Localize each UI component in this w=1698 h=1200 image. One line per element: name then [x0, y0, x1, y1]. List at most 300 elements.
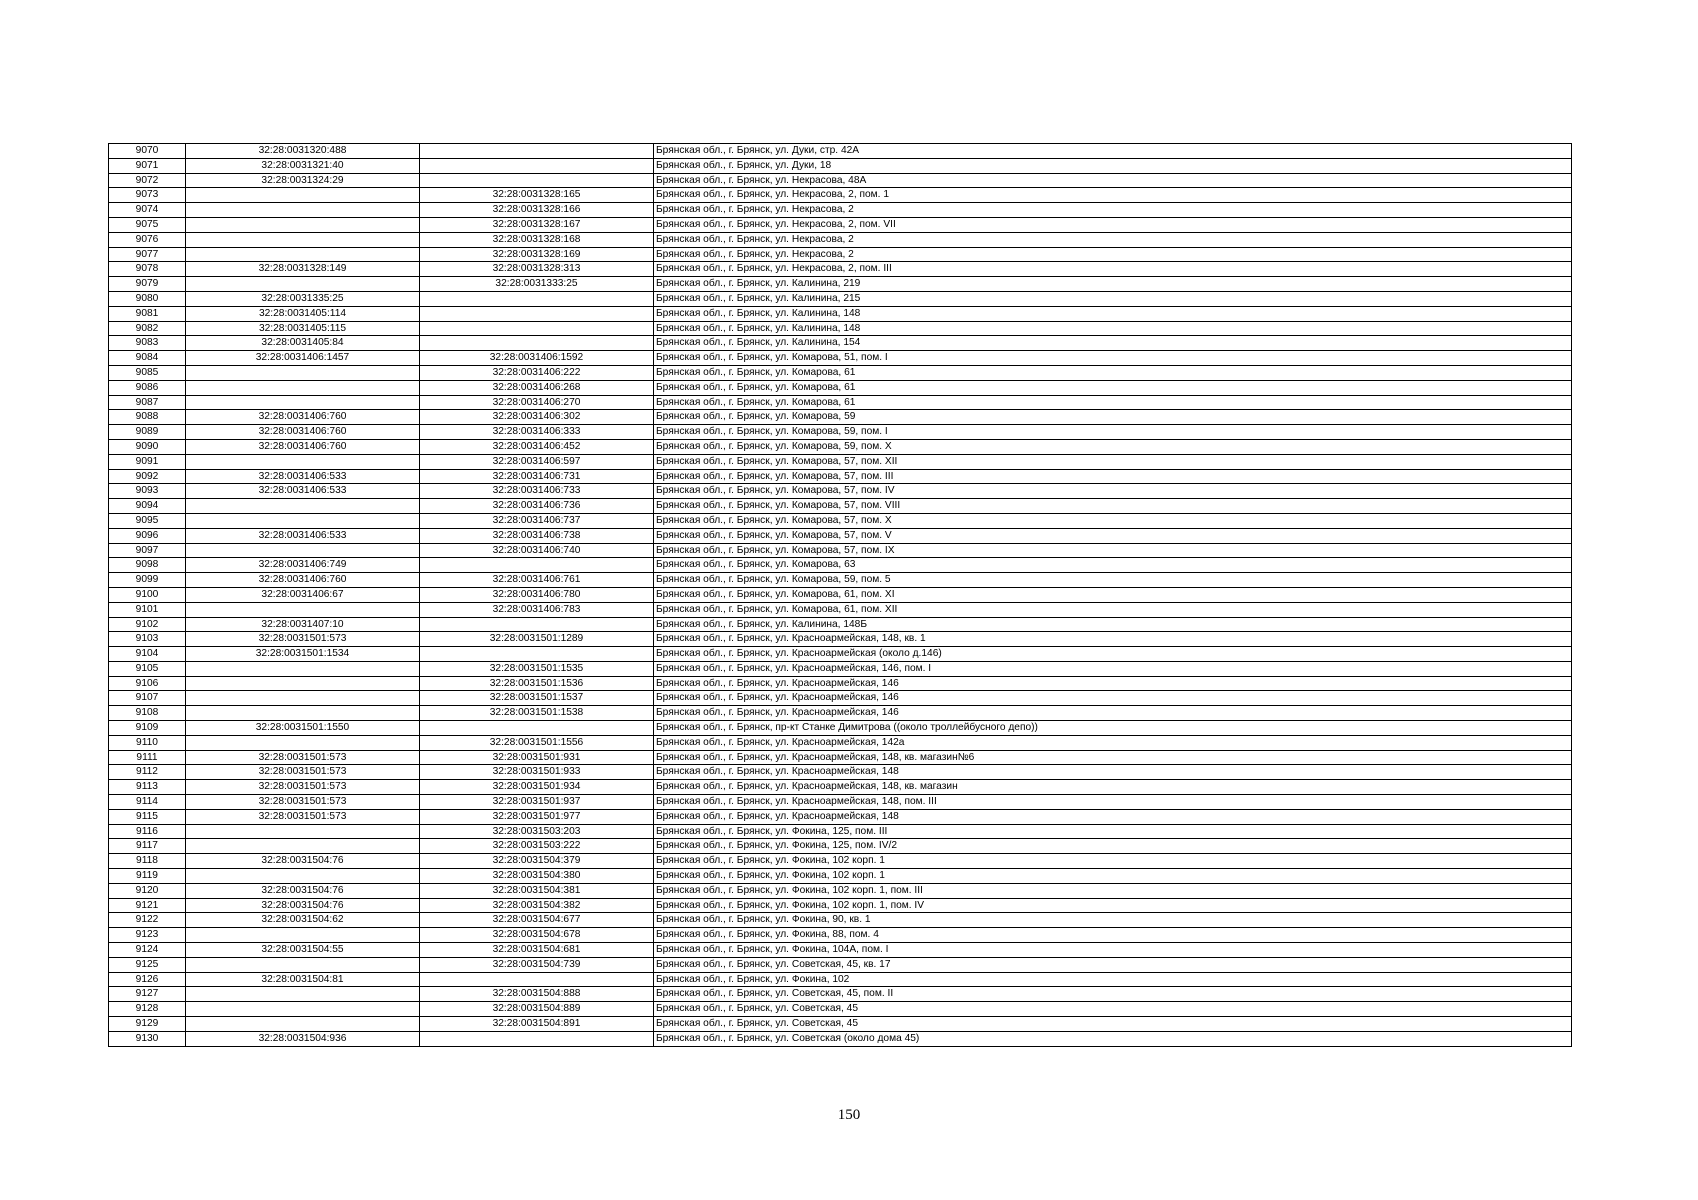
address-cell: Брянская обл., г. Брянск, пр-кт Станке Димитрова ((около троллейбусного депо)): [654, 721, 1572, 736]
row-number-cell: 9080: [109, 291, 186, 306]
address-cell: Брянская обл., г. Брянск, ул. Комарова, 61: [654, 395, 1572, 410]
cadastral-number-cell: 32:28:0031406:222: [420, 365, 654, 380]
address-cell: Брянская обл., г. Брянск, ул. Советская (около дома 45): [654, 1031, 1572, 1046]
address-cell: Брянская обл., г. Брянск, ул. Комарова, 57, пом. IV: [654, 484, 1572, 499]
cadastral-number-cell: 32:28:0031504:891: [420, 1017, 654, 1032]
address-cell: Брянская обл., г. Брянск, ул. Некрасова, 2: [654, 247, 1572, 262]
row-number-cell: 9084: [109, 351, 186, 366]
parent-cadastral-number-cell: [186, 365, 420, 380]
cadastral-number-cell: 32:28:0031504:888: [420, 987, 654, 1002]
address-cell: Брянская обл., г. Брянск, ул. Калинина, 215: [654, 291, 1572, 306]
row-number-cell: 9124: [109, 943, 186, 958]
row-number-cell: 9115: [109, 809, 186, 824]
table-row: [109, 869, 1572, 884]
row-number-cell: 9076: [109, 232, 186, 247]
row-number-cell: 9087: [109, 395, 186, 410]
table-row: [109, 972, 1572, 987]
parent-cadastral-number-cell: 32:28:0031328:149: [186, 262, 420, 277]
cadastral-number-cell: 32:28:0031328:167: [420, 217, 654, 232]
table-row: [109, 188, 1572, 203]
address-cell: Брянская обл., г. Брянск, ул. Красноармейская (около д.146): [654, 647, 1572, 662]
row-number-cell: 9095: [109, 513, 186, 528]
row-number-cell: 9105: [109, 661, 186, 676]
cadastral-number-cell: 32:28:0031504:681: [420, 943, 654, 958]
cadastral-number-cell: 32:28:0031406:333: [420, 425, 654, 440]
cadastral-number-cell: 32:28:0031504:677: [420, 913, 654, 928]
address-cell: Брянская обл., г. Брянск, ул. Фокина, 104А, пом. I: [654, 943, 1572, 958]
table-row: [109, 706, 1572, 721]
row-number-cell: 9091: [109, 454, 186, 469]
table-row: [109, 795, 1572, 810]
address-cell: Брянская обл., г. Брянск, ул. Некрасова, 48А: [654, 173, 1572, 188]
cadastral-number-cell: 32:28:0031406:452: [420, 439, 654, 454]
row-number-cell: 9121: [109, 898, 186, 913]
parent-cadastral-number-cell: [186, 661, 420, 676]
table-row: [109, 632, 1572, 647]
cadastral-number-cell: 32:28:0031501:1536: [420, 676, 654, 691]
row-number-cell: 9083: [109, 336, 186, 351]
table-row: [109, 809, 1572, 824]
address-cell: Брянская обл., г. Брянск, ул. Калинина, 148: [654, 306, 1572, 321]
cadastral-number-cell: 32:28:0031501:1538: [420, 706, 654, 721]
cadastral-number-cell: 32:28:0031504:382: [420, 898, 654, 913]
parent-cadastral-number-cell: [186, 543, 420, 558]
parent-cadastral-number-cell: 32:28:0031407:10: [186, 617, 420, 632]
parent-cadastral-number-cell: 32:28:0031406:533: [186, 469, 420, 484]
parent-cadastral-number-cell: 32:28:0031501:573: [186, 750, 420, 765]
parent-cadastral-number-cell: [186, 188, 420, 203]
table-row: [109, 647, 1572, 662]
parent-cadastral-number-cell: [186, 395, 420, 410]
row-number-cell: 9082: [109, 321, 186, 336]
row-number-cell: 9072: [109, 173, 186, 188]
parent-cadastral-number-cell: [186, 676, 420, 691]
table-row: [109, 321, 1572, 336]
registry-table-body: [109, 144, 1572, 1047]
address-cell: Брянская обл., г. Брянск, ул. Калинина, 148: [654, 321, 1572, 336]
cadastral-number-cell: [420, 173, 654, 188]
row-number-cell: 9130: [109, 1031, 186, 1046]
table-row: [109, 351, 1572, 366]
parent-cadastral-number-cell: [186, 1017, 420, 1032]
row-number-cell: 9129: [109, 1017, 186, 1032]
row-number-cell: 9089: [109, 425, 186, 440]
table-row: [109, 1031, 1572, 1046]
parent-cadastral-number-cell: [186, 277, 420, 292]
address-cell: Брянская обл., г. Брянск, ул. Комарова, 57, пом. XII: [654, 454, 1572, 469]
address-cell: Брянская обл., г. Брянск, ул. Комарова, 59, пом. 5: [654, 573, 1572, 588]
table-row: [109, 854, 1572, 869]
parent-cadastral-number-cell: 32:28:0031504:76: [186, 898, 420, 913]
parent-cadastral-number-cell: 32:28:0031501:573: [186, 809, 420, 824]
address-cell: Брянская обл., г. Брянск, ул. Фокина, 125, пом. IV/2: [654, 839, 1572, 854]
table-row: [109, 1002, 1572, 1017]
parent-cadastral-number-cell: 32:28:0031406:533: [186, 484, 420, 499]
address-cell: Брянская обл., г. Брянск, ул. Комарова, 57, пом. III: [654, 469, 1572, 484]
cadastral-number-cell: 32:28:0031406:737: [420, 513, 654, 528]
parent-cadastral-number-cell: 32:28:0031501:573: [186, 632, 420, 647]
cadastral-number-cell: 32:28:0031406:731: [420, 469, 654, 484]
cadastral-number-cell: 32:28:0031406:780: [420, 587, 654, 602]
table-row: [109, 410, 1572, 425]
address-cell: Брянская обл., г. Брянск, ул. Красноармейская, 146, пом. I: [654, 661, 1572, 676]
row-number-cell: 9101: [109, 602, 186, 617]
row-number-cell: 9092: [109, 469, 186, 484]
row-number-cell: 9128: [109, 1002, 186, 1017]
table-row: [109, 573, 1572, 588]
cadastral-number-cell: [420, 647, 654, 662]
parent-cadastral-number-cell: 32:28:0031501:573: [186, 780, 420, 795]
address-cell: Брянская обл., г. Брянск, ул. Некрасова, 2, пом. III: [654, 262, 1572, 277]
parent-cadastral-number-cell: [186, 928, 420, 943]
parent-cadastral-number-cell: 32:28:0031406:760: [186, 410, 420, 425]
table-row: [109, 380, 1572, 395]
address-cell: Брянская обл., г. Брянск, ул. Некрасова, 2: [654, 232, 1572, 247]
row-number-cell: 9090: [109, 439, 186, 454]
table-row: [109, 617, 1572, 632]
row-number-cell: 9074: [109, 203, 186, 218]
cadastral-number-cell: 32:28:0031406:270: [420, 395, 654, 410]
address-cell: Брянская обл., г. Брянск, ул. Красноармейская, 148, кв. магазин: [654, 780, 1572, 795]
parent-cadastral-number-cell: 32:28:0031320:488: [186, 144, 420, 159]
address-cell: Брянская обл., г. Брянск, ул. Красноармейская, 146: [654, 691, 1572, 706]
table-row: [109, 913, 1572, 928]
cadastral-number-cell: 32:28:0031406:736: [420, 499, 654, 514]
row-number-cell: 9110: [109, 735, 186, 750]
cadastral-number-cell: 32:28:0031503:222: [420, 839, 654, 854]
table-row: [109, 395, 1572, 410]
cadastral-number-cell: 32:28:0031503:203: [420, 824, 654, 839]
row-number-cell: 9094: [109, 499, 186, 514]
parent-cadastral-number-cell: [186, 513, 420, 528]
table-row: [109, 661, 1572, 676]
parent-cadastral-number-cell: 32:28:0031405:114: [186, 306, 420, 321]
row-number-cell: 9122: [109, 913, 186, 928]
table-row: [109, 898, 1572, 913]
cadastral-number-cell: [420, 558, 654, 573]
table-row: [109, 277, 1572, 292]
cadastral-number-cell: 32:28:0031504:889: [420, 1002, 654, 1017]
address-cell: Брянская обл., г. Брянск, ул. Комарова, 57, пом. V: [654, 528, 1572, 543]
row-number-cell: 9098: [109, 558, 186, 573]
table-row: [109, 957, 1572, 972]
row-number-cell: 9119: [109, 869, 186, 884]
row-number-cell: 9125: [109, 957, 186, 972]
row-number-cell: 9075: [109, 217, 186, 232]
cadastral-number-cell: 32:28:0031328:169: [420, 247, 654, 262]
table-row: [109, 439, 1572, 454]
parent-cadastral-number-cell: [186, 869, 420, 884]
cadastral-number-cell: [420, 336, 654, 351]
cadastral-number-cell: 32:28:0031504:381: [420, 883, 654, 898]
parent-cadastral-number-cell: [186, 824, 420, 839]
cadastral-number-cell: 32:28:0031328:165: [420, 188, 654, 203]
address-cell: Брянская обл., г. Брянск, ул. Фокина, 88, пом. 4: [654, 928, 1572, 943]
table-row: [109, 587, 1572, 602]
parent-cadastral-number-cell: [186, 957, 420, 972]
cadastral-number-cell: 32:28:0031501:934: [420, 780, 654, 795]
row-number-cell: 9112: [109, 765, 186, 780]
table-row: [109, 173, 1572, 188]
row-number-cell: 9120: [109, 883, 186, 898]
parent-cadastral-number-cell: [186, 1002, 420, 1017]
row-number-cell: 9127: [109, 987, 186, 1002]
address-cell: Брянская обл., г. Брянск, ул. Некрасова, 2, пом. 1: [654, 188, 1572, 203]
address-cell: Брянская обл., г. Брянск, ул. Красноармейская, 146: [654, 706, 1572, 721]
row-number-cell: 9073: [109, 188, 186, 203]
cadastral-number-cell: [420, 721, 654, 736]
row-number-cell: 9085: [109, 365, 186, 380]
table-row: [109, 454, 1572, 469]
row-number-cell: 9077: [109, 247, 186, 262]
address-cell: Брянская обл., г. Брянск, ул. Комарова, 57, пом. VIII: [654, 499, 1572, 514]
address-cell: Брянская обл., г. Брянск, ул. Фокина, 102 корп. 1, пом. IV: [654, 898, 1572, 913]
table-row: [109, 291, 1572, 306]
table-row: [109, 217, 1572, 232]
address-cell: Брянская обл., г. Брянск, ул. Советская, 45: [654, 1017, 1572, 1032]
cadastral-number-cell: 32:28:0031504:379: [420, 854, 654, 869]
cadastral-number-cell: 32:28:0031501:1556: [420, 735, 654, 750]
table-row: [109, 780, 1572, 795]
parent-cadastral-number-cell: [186, 217, 420, 232]
address-cell: Брянская обл., г. Брянск, ул. Калинина, 148Б: [654, 617, 1572, 632]
table-row: [109, 232, 1572, 247]
cadastral-number-cell: 32:28:0031504:380: [420, 869, 654, 884]
cadastral-number-cell: 32:28:0031501:931: [420, 750, 654, 765]
table-row: [109, 158, 1572, 173]
address-cell: Брянская обл., г. Брянск, ул. Советская, 45, кв. 17: [654, 957, 1572, 972]
address-cell: Брянская обл., г. Брянск, ул. Комарова, 63: [654, 558, 1572, 573]
address-cell: Брянская обл., г. Брянск, ул. Красноармейская, 148: [654, 809, 1572, 824]
table-row: [109, 306, 1572, 321]
row-number-cell: 9117: [109, 839, 186, 854]
row-number-cell: 9116: [109, 824, 186, 839]
address-cell: Брянская обл., г. Брянск, ул. Красноармейская, 148, пом. III: [654, 795, 1572, 810]
address-cell: Брянская обл., г. Брянск, ул. Красноармейская, 148, кв. магазин№6: [654, 750, 1572, 765]
parent-cadastral-number-cell: [186, 380, 420, 395]
row-number-cell: 9106: [109, 676, 186, 691]
cadastral-number-cell: [420, 158, 654, 173]
table-row: [109, 691, 1572, 706]
address-cell: Брянская обл., г. Брянск, ул. Советская, 45: [654, 1002, 1572, 1017]
address-cell: Брянская обл., г. Брянск, ул. Комарова, 57, пом. X: [654, 513, 1572, 528]
parent-cadastral-number-cell: [186, 602, 420, 617]
table-row: [109, 484, 1572, 499]
cadastral-number-cell: 32:28:0031406:733: [420, 484, 654, 499]
parent-cadastral-number-cell: 32:28:0031504:81: [186, 972, 420, 987]
table-row: [109, 469, 1572, 484]
address-cell: Брянская обл., г. Брянск, ул. Фокина, 102 корп. 1, пом. III: [654, 883, 1572, 898]
cadastral-number-cell: 32:28:0031406:761: [420, 573, 654, 588]
row-number-cell: 9123: [109, 928, 186, 943]
table-row: [109, 943, 1572, 958]
address-cell: Брянская обл., г. Брянск, ул. Комарова, 59, пом. X: [654, 439, 1572, 454]
address-cell: Брянская обл., г. Брянск, ул. Калинина, 154: [654, 336, 1572, 351]
parent-cadastral-number-cell: 32:28:0031406:1457: [186, 351, 420, 366]
row-number-cell: 9104: [109, 647, 186, 662]
cadastral-number-cell: 32:28:0031406:738: [420, 528, 654, 543]
registry-table: [108, 143, 1572, 1047]
address-cell: Брянская обл., г. Брянск, ул. Некрасова, 2, пом. VII: [654, 217, 1572, 232]
address-cell: Брянская обл., г. Брянск, ул. Советская, 45, пом. II: [654, 987, 1572, 1002]
row-number-cell: 9099: [109, 573, 186, 588]
parent-cadastral-number-cell: 32:28:0031406:749: [186, 558, 420, 573]
cadastral-number-cell: [420, 972, 654, 987]
table-row: [109, 262, 1572, 277]
cadastral-number-cell: 32:28:0031406:740: [420, 543, 654, 558]
cadastral-number-cell: 32:28:0031501:1289: [420, 632, 654, 647]
parent-cadastral-number-cell: [186, 232, 420, 247]
cadastral-number-cell: 32:28:0031406:1592: [420, 351, 654, 366]
row-number-cell: 9070: [109, 144, 186, 159]
address-cell: Брянская обл., г. Брянск, ул. Комарова, 59, пом. I: [654, 425, 1572, 440]
cadastral-number-cell: 32:28:0031501:1537: [420, 691, 654, 706]
address-cell: Брянская обл., г. Брянск, ул. Комарова, 59: [654, 410, 1572, 425]
address-cell: Брянская обл., г. Брянск, ул. Фокина, 102 корп. 1: [654, 869, 1572, 884]
address-cell: Брянская обл., г. Брянск, ул. Красноармейская, 148, кв. 1: [654, 632, 1572, 647]
parent-cadastral-number-cell: [186, 691, 420, 706]
parent-cadastral-number-cell: 32:28:0031324:29: [186, 173, 420, 188]
parent-cadastral-number-cell: 32:28:0031501:573: [186, 765, 420, 780]
cadastral-number-cell: 32:28:0031501:933: [420, 765, 654, 780]
parent-cadastral-number-cell: 32:28:0031504:76: [186, 883, 420, 898]
row-number-cell: 9114: [109, 795, 186, 810]
row-number-cell: 9111: [109, 750, 186, 765]
address-cell: Брянская обл., г. Брянск, ул. Красноармейская, 142а: [654, 735, 1572, 750]
address-cell: Брянская обл., г. Брянск, ул. Фокина, 102: [654, 972, 1572, 987]
row-number-cell: 9081: [109, 306, 186, 321]
parent-cadastral-number-cell: 32:28:0031406:533: [186, 528, 420, 543]
cadastral-number-cell: 32:28:0031406:302: [420, 410, 654, 425]
row-number-cell: 9103: [109, 632, 186, 647]
parent-cadastral-number-cell: 32:28:0031405:84: [186, 336, 420, 351]
row-number-cell: 9100: [109, 587, 186, 602]
table-row: [109, 765, 1572, 780]
address-cell: Брянская обл., г. Брянск, ул. Комарова, 51, пом. I: [654, 351, 1572, 366]
address-cell: Брянская обл., г. Брянск, ул. Комарова, 61: [654, 380, 1572, 395]
parent-cadastral-number-cell: 32:28:0031504:936: [186, 1031, 420, 1046]
address-cell: Брянская обл., г. Брянск, ул. Дуки, 18: [654, 158, 1572, 173]
parent-cadastral-number-cell: 32:28:0031405:115: [186, 321, 420, 336]
address-cell: Брянская обл., г. Брянск, ул. Некрасова, 2: [654, 203, 1572, 218]
parent-cadastral-number-cell: 32:28:0031504:55: [186, 943, 420, 958]
table-row: [109, 425, 1572, 440]
row-number-cell: 9096: [109, 528, 186, 543]
table-row: [109, 365, 1572, 380]
address-cell: Брянская обл., г. Брянск, ул. Комарова, 57, пом. IX: [654, 543, 1572, 558]
row-number-cell: 9102: [109, 617, 186, 632]
parent-cadastral-number-cell: 32:28:0031335:25: [186, 291, 420, 306]
table-row: [109, 528, 1572, 543]
cadastral-number-cell: 32:28:0031501:937: [420, 795, 654, 810]
table-row: [109, 499, 1572, 514]
parent-cadastral-number-cell: 32:28:0031504:76: [186, 854, 420, 869]
cadastral-number-cell: 32:28:0031406:268: [420, 380, 654, 395]
table-row: [109, 987, 1572, 1002]
row-number-cell: 9108: [109, 706, 186, 721]
table-row: [109, 247, 1572, 262]
cadastral-number-cell: 32:28:0031333:25: [420, 277, 654, 292]
cadastral-number-cell: 32:28:0031504:739: [420, 957, 654, 972]
table-row: [109, 839, 1572, 854]
row-number-cell: 9107: [109, 691, 186, 706]
address-cell: Брянская обл., г. Брянск, ул. Фокина, 90, кв. 1: [654, 913, 1572, 928]
row-number-cell: 9126: [109, 972, 186, 987]
table-row: [109, 735, 1572, 750]
table-row: [109, 883, 1572, 898]
address-cell: Брянская обл., г. Брянск, ул. Комарова, 61, пом. XI: [654, 587, 1572, 602]
row-number-cell: 9109: [109, 721, 186, 736]
table-row: [109, 144, 1572, 159]
parent-cadastral-number-cell: [186, 706, 420, 721]
parent-cadastral-number-cell: [186, 247, 420, 262]
table-row: [109, 203, 1572, 218]
cadastral-number-cell: 32:28:0031501:977: [420, 809, 654, 824]
row-number-cell: 9079: [109, 277, 186, 292]
table-row: [109, 721, 1572, 736]
address-cell: Брянская обл., г. Брянск, ул. Красноармейская, 146: [654, 676, 1572, 691]
table-row: [109, 1017, 1572, 1032]
cadastral-number-cell: [420, 617, 654, 632]
cadastral-number-cell: 32:28:0031406:597: [420, 454, 654, 469]
row-number-cell: 9097: [109, 543, 186, 558]
address-cell: Брянская обл., г. Брянск, ул. Красноармейская, 148: [654, 765, 1572, 780]
parent-cadastral-number-cell: [186, 499, 420, 514]
cadastral-number-cell: [420, 321, 654, 336]
cadastral-number-cell: 32:28:0031501:1535: [420, 661, 654, 676]
table-row: [109, 558, 1572, 573]
row-number-cell: 9118: [109, 854, 186, 869]
table-row: [109, 602, 1572, 617]
parent-cadastral-number-cell: [186, 987, 420, 1002]
address-cell: Брянская обл., г. Брянск, ул. Комарова, 61: [654, 365, 1572, 380]
parent-cadastral-number-cell: 32:28:0031501:1550: [186, 721, 420, 736]
page-number: 150: [837, 1107, 861, 1123]
cadastral-number-cell: [420, 144, 654, 159]
table-row: [109, 336, 1572, 351]
table-row: [109, 824, 1572, 839]
parent-cadastral-number-cell: 32:28:0031406:760: [186, 439, 420, 454]
table-row: [109, 928, 1572, 943]
address-cell: Брянская обл., г. Брянск, ул. Фокина, 102 корп. 1: [654, 854, 1572, 869]
parent-cadastral-number-cell: 32:28:0031321:40: [186, 158, 420, 173]
address-cell: Брянская обл., г. Брянск, ул. Дуки, стр. 42А: [654, 144, 1572, 159]
parent-cadastral-number-cell: [186, 735, 420, 750]
cadastral-number-cell: 32:28:0031406:783: [420, 602, 654, 617]
table-row: [109, 543, 1572, 558]
cadastral-number-cell: [420, 1031, 654, 1046]
row-number-cell: 9071: [109, 158, 186, 173]
table-row: [109, 676, 1572, 691]
table-row: [109, 750, 1572, 765]
address-cell: Брянская обл., г. Брянск, ул. Фокина, 125, пом. III: [654, 824, 1572, 839]
parent-cadastral-number-cell: [186, 839, 420, 854]
cadastral-number-cell: [420, 291, 654, 306]
parent-cadastral-number-cell: 32:28:0031504:62: [186, 913, 420, 928]
address-cell: Брянская обл., г. Брянск, ул. Комарова, 61, пом. XII: [654, 602, 1572, 617]
cadastral-number-cell: 32:28:0031328:313: [420, 262, 654, 277]
parent-cadastral-number-cell: 32:28:0031406:760: [186, 573, 420, 588]
cadastral-number-cell: 32:28:0031328:168: [420, 232, 654, 247]
cadastral-number-cell: 32:28:0031328:166: [420, 203, 654, 218]
parent-cadastral-number-cell: 32:28:0031406:67: [186, 587, 420, 602]
row-number-cell: 9078: [109, 262, 186, 277]
cadastral-number-cell: [420, 306, 654, 321]
parent-cadastral-number-cell: [186, 454, 420, 469]
row-number-cell: 9088: [109, 410, 186, 425]
row-number-cell: 9093: [109, 484, 186, 499]
parent-cadastral-number-cell: 32:28:0031501:1534: [186, 647, 420, 662]
